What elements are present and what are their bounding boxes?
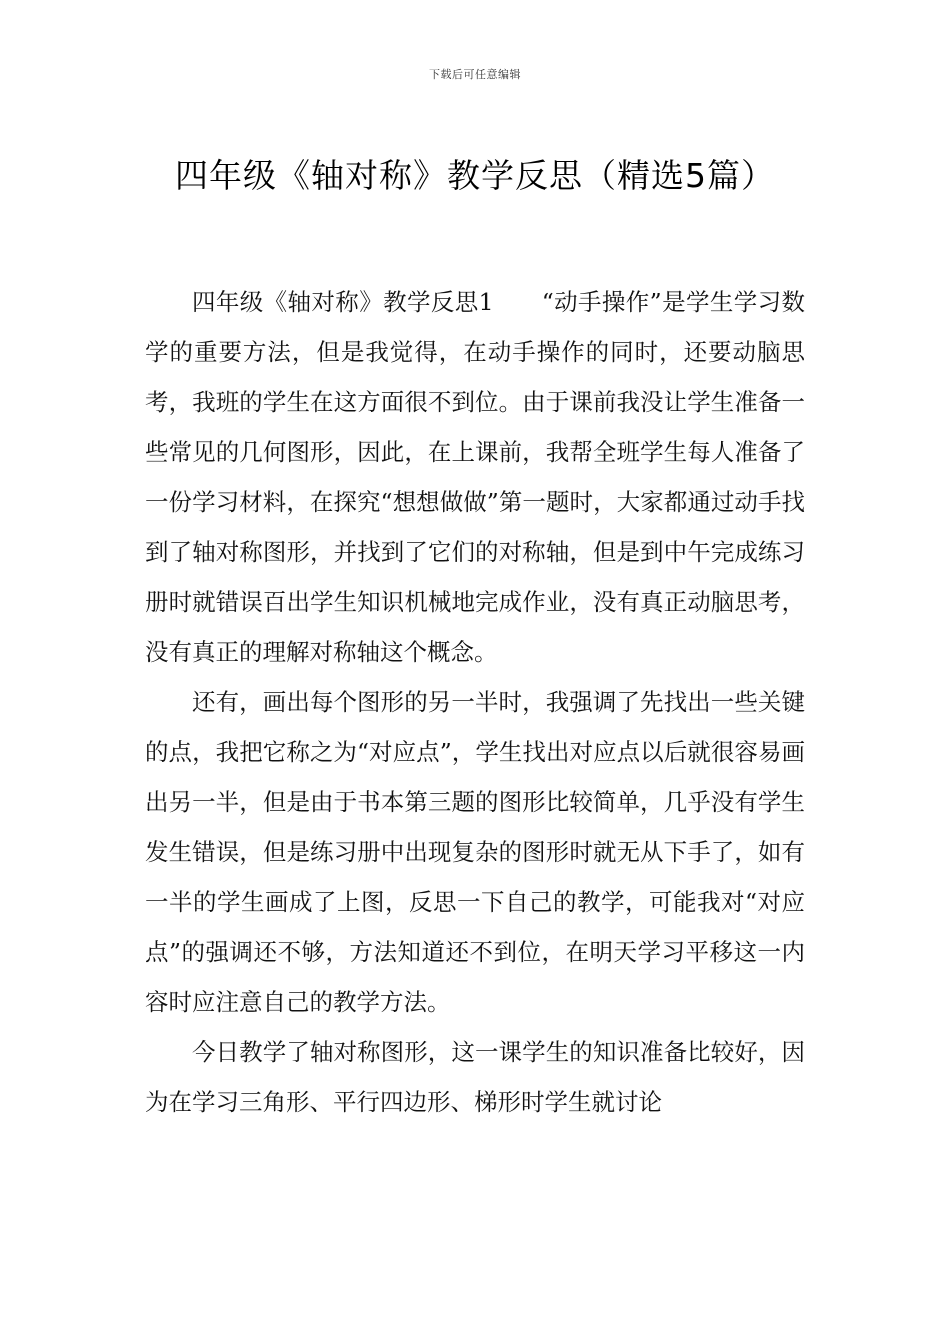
document-body	[145, 277, 805, 1127]
paragraph-2: 还有，画出每个图形的另一半时，我强调了先找出一些关键的点，我把它称之为“对应点”，学生找出对应点以后就很容易画出另一半，但是由于书本第三题的图形比较简单，几乎没有学生发生错误，但是练习册中出现复杂的图形时就无从下手了，如有一半的学生画成了上图，反思一下自己的教学，可能我对“对应点”的强调还不够，方法知道还不到位，在明天学习平移这一内容时应注意自己的教学方法。	[145, 688, 805, 1016]
paragraph-1: 四年级《轴对称》教学反思1 “动手操作”是学生学习数学的重要方法，但是我觉得，在动手操作的同时，还要动脑思考，我班的学生在这方面很不到位。由于课前我没让学生准备一些常见的几何图形，因此，在上课前，我帮全班学生每人准备了一份学习材料，在探究“想想做做”第一题时，大家都通过动手找到了轴对称图形，并找到了它们的对称轴，但是到中午完成练习册时就错误百出学生知识机械地完成作业，没有真正动脑思考，没有真正的理解对称轴这个概念。	[145, 288, 805, 666]
document-title: 四年级《轴对称》教学反思（精选5篇）	[175, 156, 775, 196]
paragraph-3: 今日教学了轴对称图形，这一课学生的知识准备比较好，因为在学习三角形、平行四边形、梯形时学生就讨论	[145, 1038, 805, 1116]
download-note: 下载后可任意编辑	[429, 68, 521, 81]
